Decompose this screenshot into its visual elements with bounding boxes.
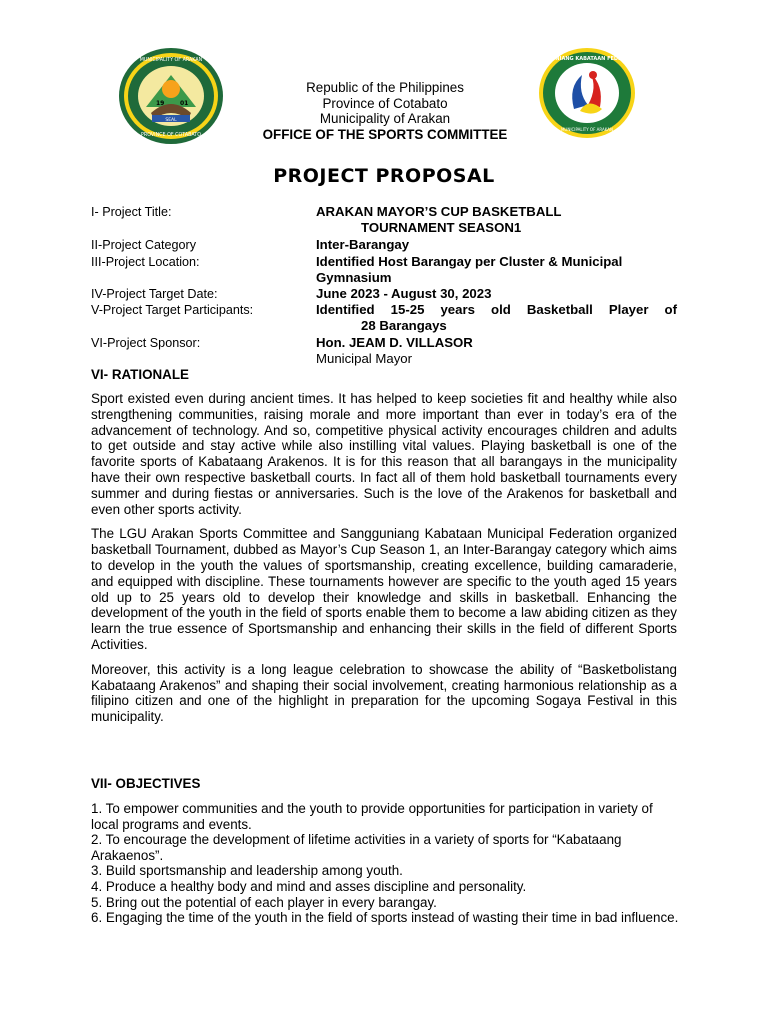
objective-item: 1. To empower communities and the youth to provide opportunities for participation in variety of local programs and events. <box>91 801 653 832</box>
seal-banner: SEAL <box>165 118 177 123</box>
page-title: PROJECT PROPOSAL <box>273 165 495 187</box>
info-value-line2: 28 Barangays <box>361 317 447 333</box>
info-label: III-Project Location: <box>91 255 200 269</box>
header-republic: Republic of the Philippines <box>306 80 464 95</box>
seal-year-left: 19 <box>156 100 165 107</box>
header-province: Province of Cotabato <box>322 95 448 111</box>
info-label: IV-Project Target Date: <box>91 287 218 301</box>
info-value-line2: TOURNAMENT SEASON1 <box>361 219 522 235</box>
info-row-date <box>91 286 691 302</box>
info-row-participants <box>91 302 691 335</box>
info-value-line2: Gymnasium <box>316 269 392 285</box>
project-info-table <box>91 204 691 367</box>
objective-item: 2. To encourage the development of lifetime activities in a variety of sports for “Kabataang Arakaenos”. <box>91 832 622 863</box>
objective-item: 5. Bring out the potential of each player in every barangay. <box>91 894 437 910</box>
rationale-paragraph: Sport existed even during ancient times. It has helped to keep societies fit and healthy while also strengthening communities, raising morale and more important than ever in today’s era of the advancement of technology. And so, competitive physical activity encourages children and adults to get outside and stay active while also instilling vital values. Playing basketball is one of the favorite sports of Kabataang Arakenos. It is for this reason that all barangays in the municipality have their own respective basketball courts. In fact all of them hold basketball tournaments every summer and during fiestas or anniversaries. Such is the love of the Arakenos for basketball and even other sports activity. <box>91 391 677 517</box>
info-value: Inter-Barangay <box>316 237 410 252</box>
objective-item: 3. Build sportsmanship and leadership among youth. <box>91 863 403 879</box>
info-row-category <box>91 237 691 254</box>
rationale-heading: VI- RATIONALE <box>91 367 189 382</box>
info-label: V-Project Target Participants: <box>91 303 254 317</box>
objectives-list <box>91 801 681 926</box>
header-office: OFFICE OF THE SPORTS COMMITTEE <box>262 126 508 142</box>
objectives-heading: VII- OBJECTIVES <box>91 776 201 791</box>
rationale-paragraph: The LGU Arakan Sports Committee and Sangguniang Kabataan Municipal Federation organized basketball Tournament, dubbed as Mayor’s Cup Season 1, an Inter-Barangay category which aims to develop in the youth the values of sportsmanship, creating excellence, building camaraderie, and equipped with discipline. These tournaments however are specific to the youth aged 15 years old up to 25 years old to develop their knowledge and skills in basketball. Enhancing the development of the youth in the field of sports enable them to become a law abiding citizen as they learn the true essence of Sportsmanship and enhancing their skills in the field of different Sports Activities. <box>91 526 677 652</box>
info-value: Identified Host Barangay per Cluster & Municipal <box>316 254 623 269</box>
info-row-title <box>91 204 691 237</box>
seal-top-text: MUNICIPALITY OF ARAKAN <box>139 58 203 63</box>
info-value: Identified 15-25 years old Basketball Player of <box>316 302 677 317</box>
info-value: ARAKAN MAYOR’S CUP BASKETBALL <box>316 204 562 219</box>
seal-bottom-text: PROVINCE OF COTABATO <box>140 133 202 138</box>
letterhead <box>180 80 590 142</box>
info-value: Hon. JEAM D. VILLASOR <box>316 335 473 350</box>
sk-seal-text: SANGGUNIANG KABATAAN FEDERATION <box>531 56 643 62</box>
objective-item: 6. Engaging the time of the youth in the field of sports instead of wasting their time in bad influence. <box>91 910 679 926</box>
header-municipality: Municipality of Arakan <box>319 111 451 127</box>
info-row-sponsor <box>91 335 691 367</box>
info-label: II-Project Category <box>91 238 196 252</box>
sk-seal-sub: MUNICIPALITY OF ARAKAN <box>560 127 614 132</box>
info-value: June 2023 - August 30, 2023 <box>316 286 492 301</box>
info-label: VI-Project Sponsor: <box>91 336 201 350</box>
info-row-location <box>91 254 691 286</box>
objective-item: 4. Produce a healthy body and mind and asses discipline and personality. <box>91 878 527 894</box>
info-label: I- Project Title: <box>91 205 172 219</box>
info-value-line2: Municipal Mayor <box>316 350 413 366</box>
rationale-paragraph: Moreover, this activity is a long league celebration to showcase the ability of “Basketbolistang Kabataang Arakenos” and shaping their social involvement, creating harmonious relationship as a filipino citizen and one of the highlight in preparation for the upcoming Sogaya Festival in this municipality. <box>91 661 677 725</box>
rationale-body <box>91 391 677 734</box>
seal-year-right: 01 <box>180 100 189 107</box>
